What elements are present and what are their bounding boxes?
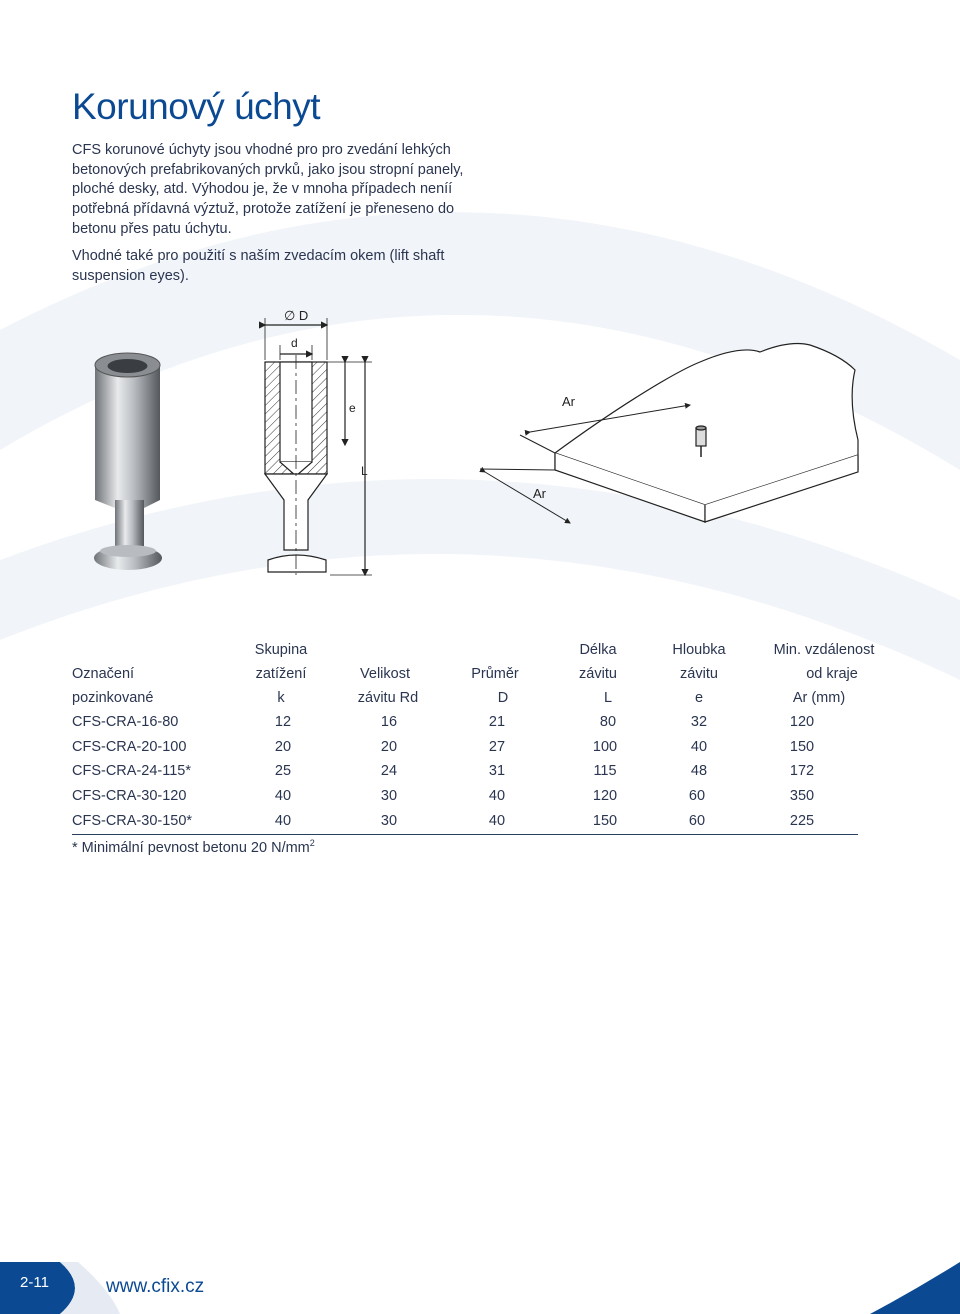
table-header-row <box>72 642 875 666</box>
header-cell: Min. vzdálenost <box>773 642 875 658</box>
table-cell: 40 <box>488 787 506 804</box>
website-brand: cfix <box>151 1276 180 1297</box>
table-cell: 24 <box>380 763 398 779</box>
table-cell: 30 <box>380 813 398 829</box>
table-cell: 20 <box>380 738 398 755</box>
dim-Ar-top-label: Ar <box>562 394 575 409</box>
table-cell: 40 <box>690 738 708 755</box>
table-row <box>72 763 862 788</box>
table-header-row <box>72 690 862 714</box>
dim-d-label: d <box>291 336 298 350</box>
spec-table <box>72 642 875 838</box>
footnote-text: * Minimální pevnost betonu 20 N/mm <box>72 839 310 856</box>
header-cell: Hloubka <box>672 642 726 658</box>
table-cell: 20 <box>274 738 292 755</box>
table-cell: CFS-CRA-20-100 <box>72 738 187 755</box>
table-cell: 25 <box>274 763 292 779</box>
page-number: 2-11 <box>20 1274 49 1291</box>
table-cell: 32 <box>690 714 708 730</box>
dim-D-label: ∅ D <box>284 308 309 323</box>
header-cell: Velikost <box>360 666 410 682</box>
table-cell: 40 <box>274 787 292 804</box>
anchor-figure <box>0 300 960 600</box>
table-cell: 48 <box>690 763 708 779</box>
table-cell: 60 <box>688 787 706 804</box>
table-cell: 150 <box>789 738 815 755</box>
table-cell: 80 <box>599 714 617 730</box>
table-cell: 172 <box>789 763 815 779</box>
table-header-row <box>72 666 862 690</box>
header-cell: Ar (mm) <box>792 690 846 706</box>
anchor-cross-section <box>265 318 372 575</box>
table-cell: CFS-CRA-30-120 <box>72 787 187 804</box>
table-cell: 16 <box>380 714 398 730</box>
table-cell: 27 <box>488 738 506 755</box>
table-cell: 40 <box>488 813 506 829</box>
header-cell: závitu Rd <box>357 690 419 706</box>
table-cell: 100 <box>592 738 618 755</box>
dim-Ar-bottom-label: Ar <box>533 486 546 501</box>
header-cell: závitu <box>579 666 617 682</box>
header-cell: Označení <box>72 666 135 682</box>
table-footnote <box>72 838 315 856</box>
table-cell: CFS-CRA-30-150* <box>72 813 193 829</box>
intro-paragraph-2: Vhodné také pro použití s naším zvedacím okem (lift shaft suspension eyes). <box>72 248 445 284</box>
website-suffix: .cz <box>179 1276 205 1297</box>
header-cell: Průměr <box>471 666 519 682</box>
table-cell: 150 <box>592 813 618 829</box>
page-title: Korunový úchyt <box>72 86 321 127</box>
table-row <box>72 788 862 813</box>
header-cell: e <box>694 690 704 706</box>
table-cell: 120 <box>789 714 815 730</box>
table-row <box>72 739 862 764</box>
table-row <box>72 714 862 739</box>
table-bottom-rule <box>72 834 858 835</box>
table-cell: 40 <box>274 813 292 829</box>
table-cell: 31 <box>488 763 506 779</box>
table-cell: 225 <box>789 813 815 829</box>
header-cell: L <box>603 690 613 706</box>
table-cell: 115 <box>593 763 617 779</box>
header-cell: D <box>497 690 509 706</box>
header-cell: od kraje <box>806 666 858 682</box>
table-cell: 12 <box>274 714 292 730</box>
table-cell: 60 <box>688 813 706 829</box>
header-cell: zatížení <box>255 666 307 682</box>
table-cell: CFS-CRA-16-80 <box>72 714 179 730</box>
header-cell: pozinkované <box>72 690 154 706</box>
intro-paragraph: CFS korunové úchyty jsou vhodné pro pro zvedání lehkých betonových prefabrikovaných prvků, jako jsou stropní panely, ploché desky, atd. Výhodou je, že v mnoha případech neníí potřebná přídavná výztuž, protože zatížení je přeneseno do betonu přes patu úchytu. <box>72 142 464 237</box>
footnote-superscript: 2 <box>309 838 315 848</box>
table-cell: 30 <box>380 787 398 804</box>
website-link[interactable] <box>106 1276 204 1298</box>
header-cell: k <box>277 690 285 706</box>
table-cell: 21 <box>488 714 506 730</box>
anchor-3d-render <box>94 353 162 570</box>
table-cell: 350 <box>789 787 815 804</box>
header-cell: závitu <box>680 666 718 682</box>
dim-e-label: e <box>349 401 356 415</box>
table-cell: 120 <box>592 787 618 804</box>
dim-L-label: L <box>361 464 368 478</box>
header-cell: Délka <box>579 642 617 658</box>
website-prefix: www. <box>106 1276 152 1297</box>
table-cell: CFS-CRA-24-115* <box>72 763 191 779</box>
header-cell: Skupina <box>254 642 308 658</box>
concrete-slab-drawing <box>555 344 858 522</box>
